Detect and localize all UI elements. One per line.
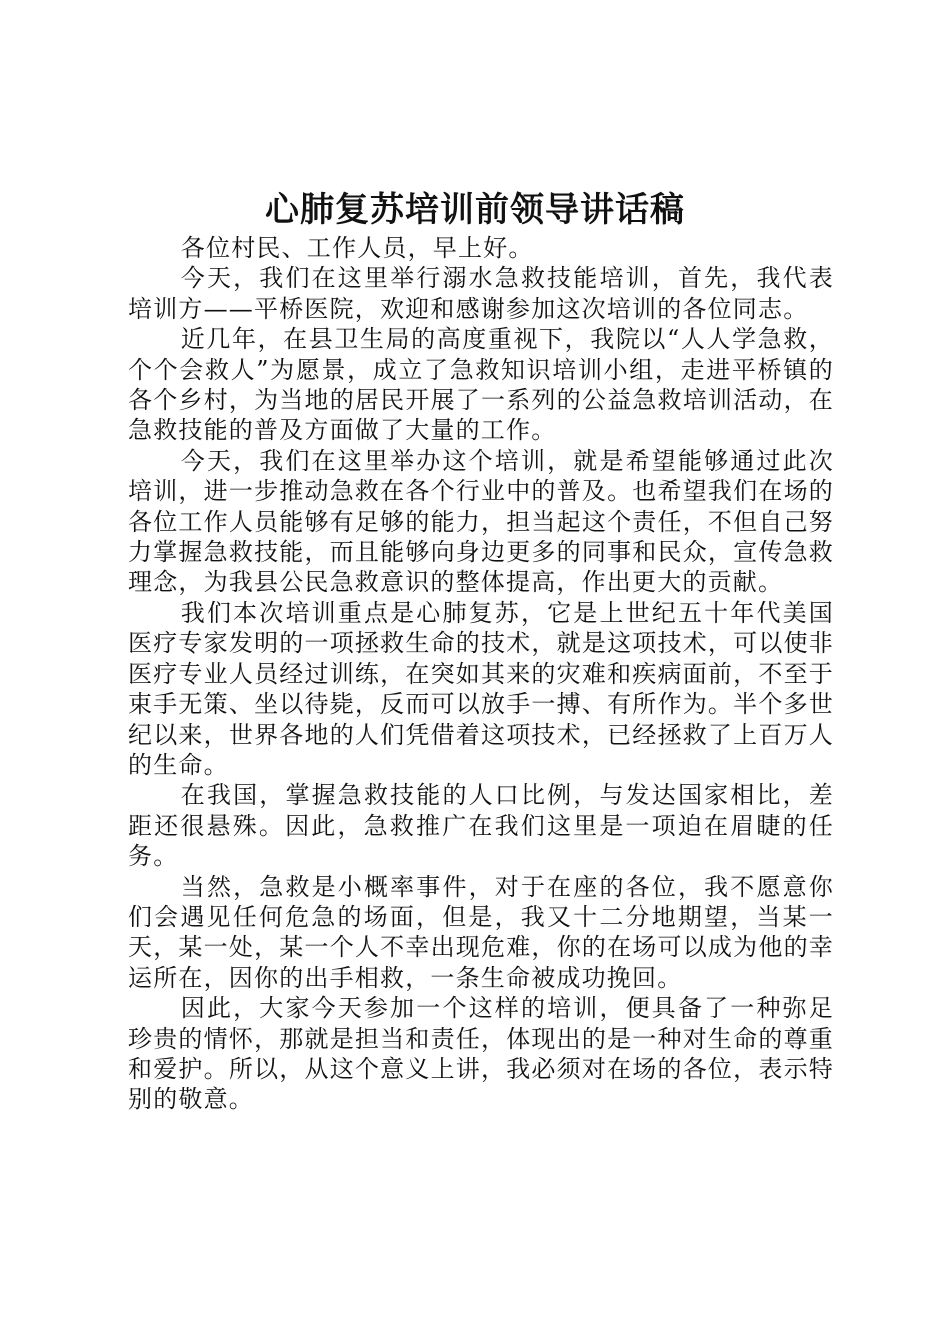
paragraph-greeting: 各位村民、工作人员，早上好。 [180,234,534,262]
document-title: 心肺复苏培训前领导讲话稿 [265,190,685,230]
paragraph-welcome: 今天，我们在这里举行溺水急救技能培训，首先，我代表培训方——平桥医院，欢迎和感谢参加这次培训的各位同志。 [128,264,834,323]
paragraph-national-gap: 在我国，掌握急救技能的人口比例，与发达国家相比，差距还很悬殊。因此，急救推广在我们这里是一项迫在眉睫的任务。 [128,781,834,871]
paragraph-closing: 因此，大家今天参加一个这样的培训，便具备了一种弥足珍贵的情怀，那就是担当和责任，体现出的是一种对生命的尊重和爱护。所以，从这个意义上讲，我必须对在场的各位，表示特别的敬意。 [128,994,834,1114]
document-body [128,233,834,1115]
paragraph-purpose: 今天，我们在这里举办这个培训，就是希望能够通过此次培训，进一步推动急救在各个行业中的普及。也希望我们在场的各位工作人员能够有足够的能力，担当起这个责任，不但自己努力掌握急救技能，而且能够向身边更多的同事和民众，宣传急救理念，为我县公民急救意识的整体提高，作出更大的贡献。 [128,446,834,597]
paragraph-hope: 当然，急救是小概率事件，对于在座的各位，我不愿意你们会遇见任何危急的场面，但是，我又十二分地期望，当某一天，某一处，某一个人不幸出现危难，你的在场可以成为他的幸运所在，因你的出手相救，一条生命被成功挽回。 [128,872,834,992]
paragraph-cpr-focus: 我们本次培训重点是心肺复苏，它是上世纪五十年代美国医疗专家发明的一项拯救生命的技术，就是这项技术，可以使非医疗专业人员经过训练，在突如其来的灾难和疾病面前，不至于束手无策、坐以待毙，反而可以放手一搏、有所作为。半个多世纪以来，世界各地的人们凭借着这项技术，已经拯救了上百万人的生命。 [128,598,834,779]
paragraph-background: 近几年，在县卫生局的高度重视下，我院以“人人学急救，个个会救人”为愿景，成立了急救知识培训小组，走进平桥镇的各个乡村，为当地的居民开展了一系列的公益急救培训活动，在急救技能的普及方面做了大量的工作。 [128,325,834,445]
